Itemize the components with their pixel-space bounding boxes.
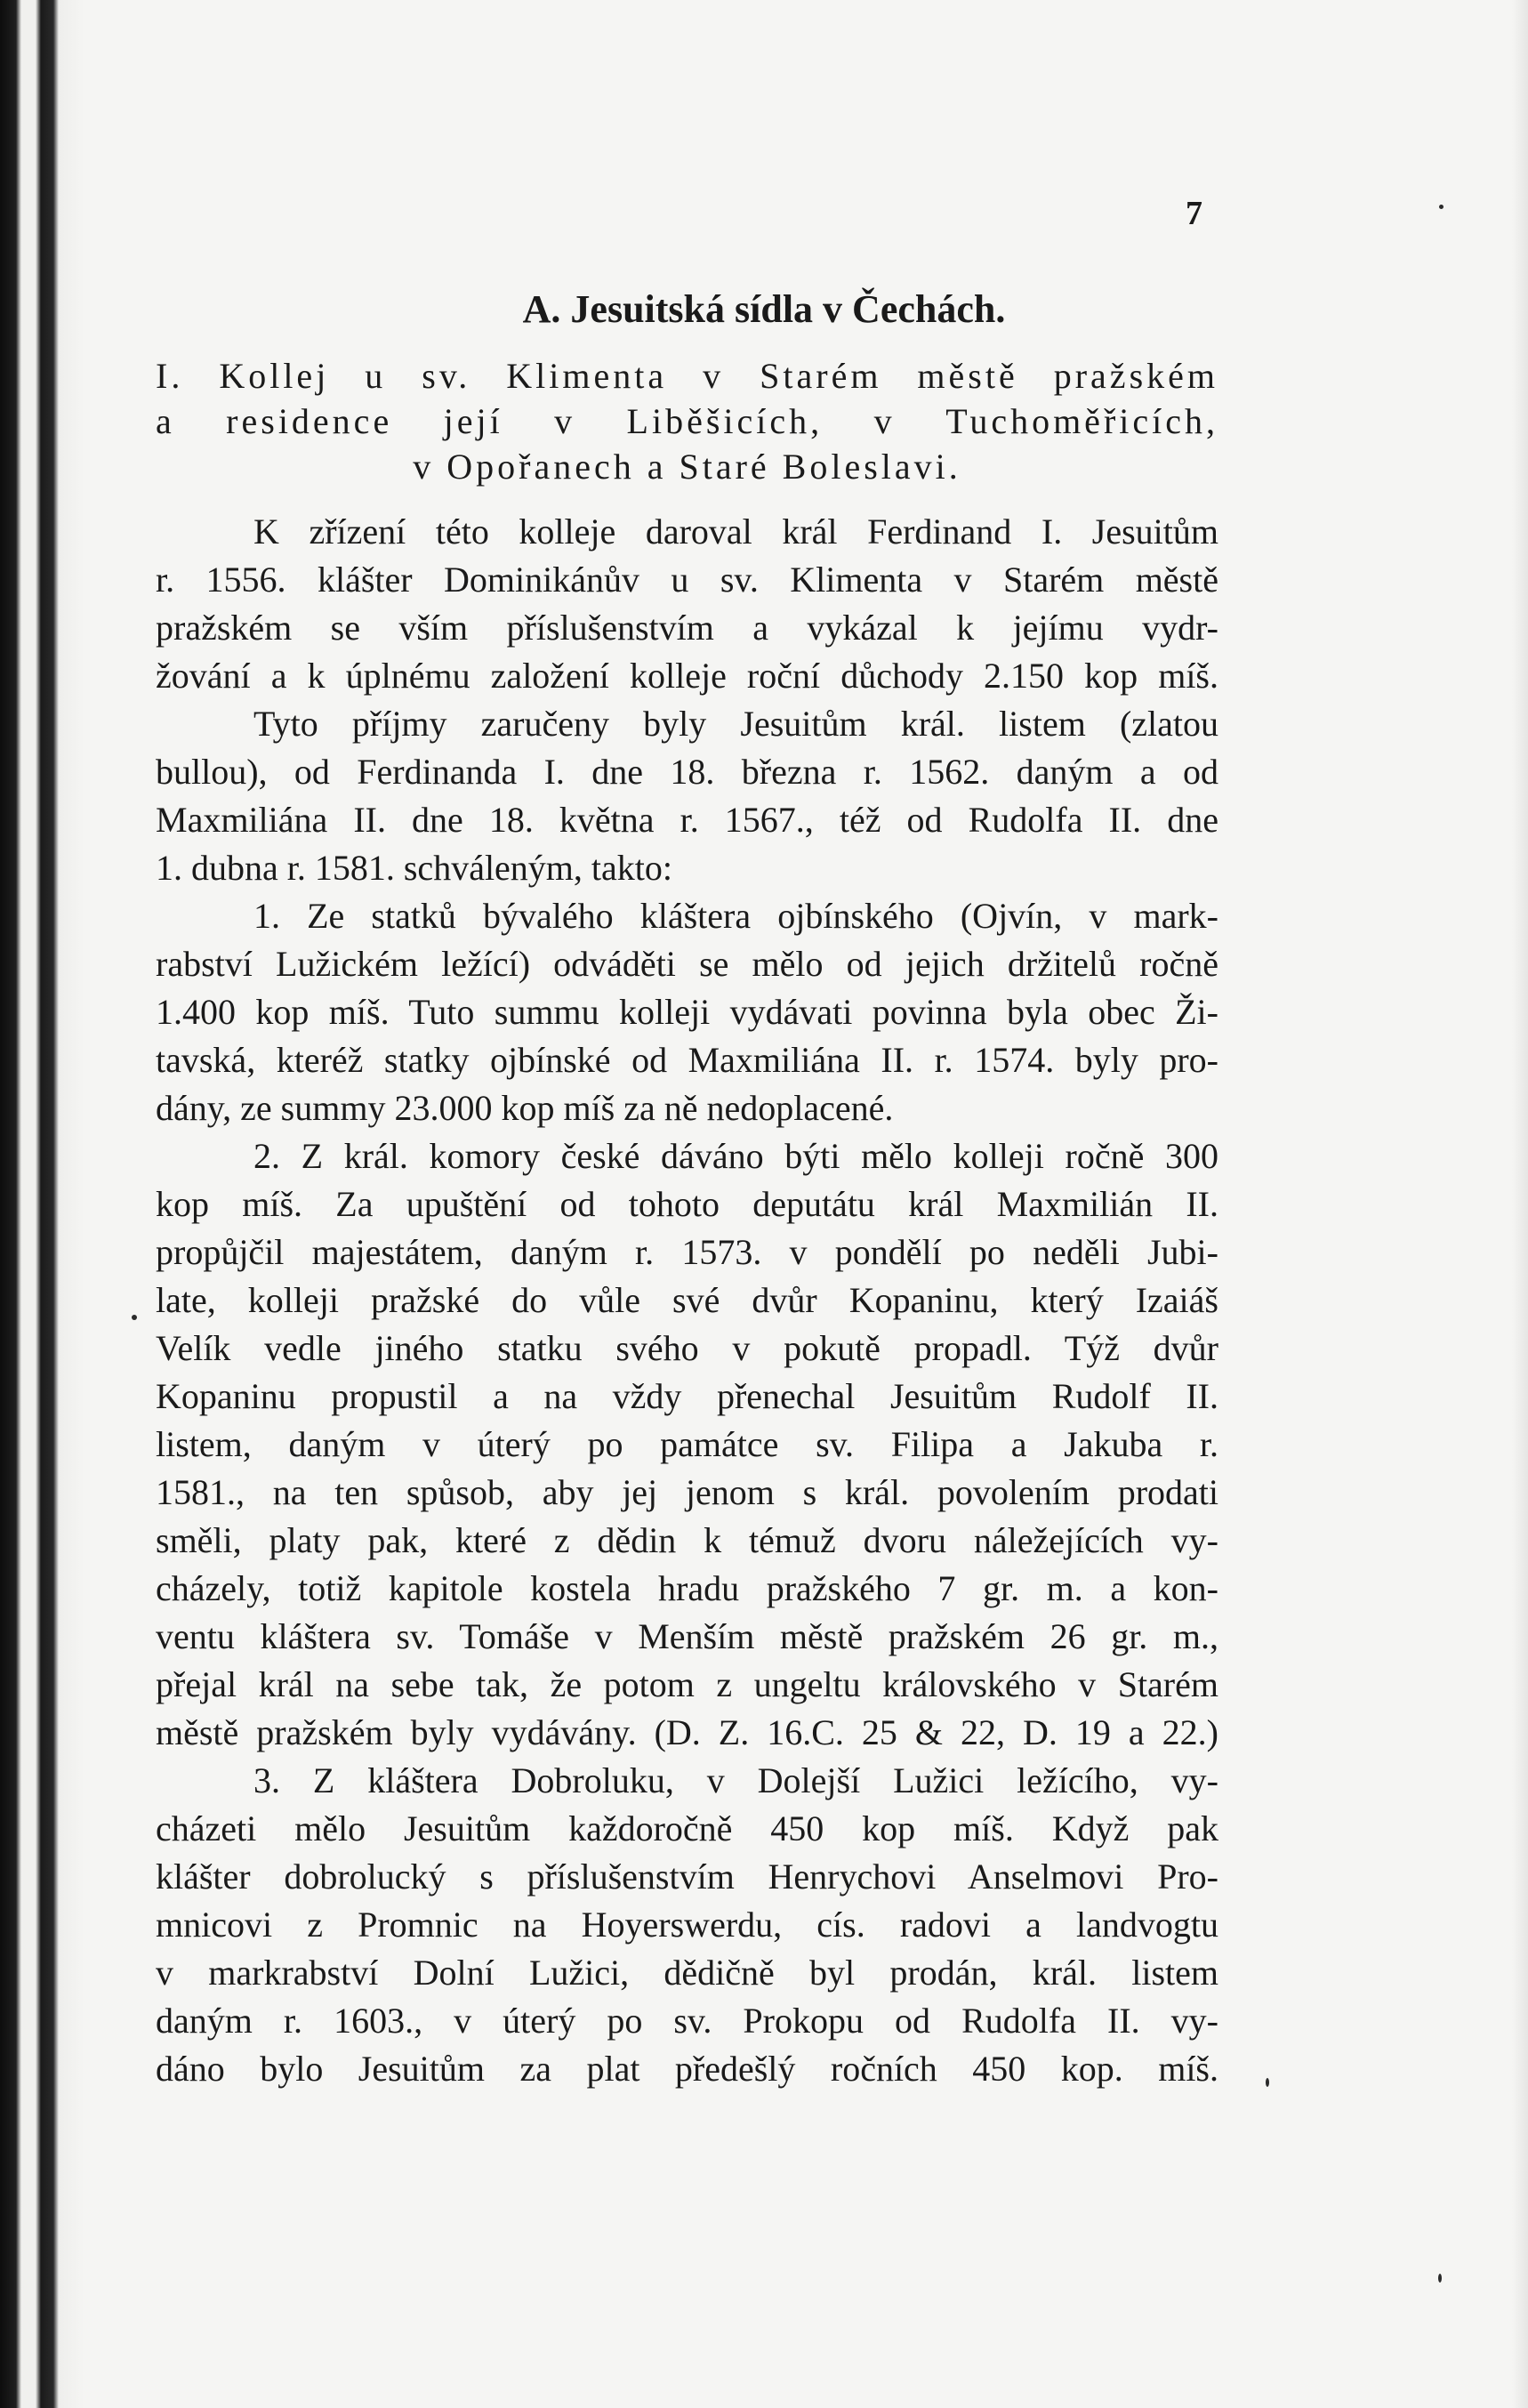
text-line: a residence její v Liběšicích, v Tuchoměřicích, xyxy=(156,401,1218,441)
scan-speck xyxy=(1438,2274,1442,2283)
text-line: žování a k úplnému založení kolleje roční důchody 2.150 kop míš. xyxy=(156,656,1218,696)
text-line: Maxmiliána II. dne 18. května r. 1567., též od Rudolfa II. dne xyxy=(156,800,1218,840)
text-line: 2. Z král. komory české dáváno býti mělo kolleji ročně 300 xyxy=(253,1136,1218,1176)
text-line: 3. Z kláštera Dobroluku, v Dolejší Lužici ležícího, vy- xyxy=(253,1760,1218,1800)
scan-speck xyxy=(1439,205,1444,209)
text-line: cházeti mělo Jesuitům každoročně 450 kop míš. Když pak xyxy=(156,1808,1218,1848)
text-line: Kopaninu propustil a na vždy přenechal Jesuitům Rudolf II. xyxy=(156,1376,1218,1416)
text-line: městě pražském byly vydávány. (D. Z. 16.C. 25 & 22, D. 19 a 22.) xyxy=(156,1712,1218,1752)
text-line: 1581., na ten spůsob, aby jej jenom s král. povolením prodati xyxy=(156,1472,1218,1512)
text-line: 1. Ze statků bývalého kláštera ojbínského (Ojvín, v mark- xyxy=(253,896,1218,936)
scan-right-edge xyxy=(1512,0,1528,2408)
text-line: přejal král na sebe tak, že potom z ungeltu královského v Starém xyxy=(156,1664,1218,1704)
text-line: propůjčil majestátem, daným r. 1573. v pondělí po neděli Jubi- xyxy=(156,1232,1218,1272)
text-line: dáno bylo Jesuitům za plat předešlý ročních 450 kop. míš. xyxy=(156,2049,1218,2089)
text-line: rabství Lužickém ležící) odváděti se mělo od jejich držitelů ročně xyxy=(156,944,1218,984)
text-line: Tyto příjmy zaručeny byly Jesuitům král. listem (zlatou xyxy=(253,704,1218,744)
text-line: r. 1556. klášter Dominikánův u sv. Klimenta v Starém městě xyxy=(156,560,1218,600)
page-heading: A. Jesuitská sídla v Čechách. xyxy=(522,287,1006,331)
text-line: v Opořanech a Staré Boleslavi. xyxy=(413,447,961,487)
text-line: daným r. 1603., v úterý po sv. Prokopu od Rudolfa II. vy- xyxy=(156,2001,1218,2041)
text-line: kop míš. Za upuštění od tohoto deputátu král Maxmilián II. xyxy=(156,1184,1218,1224)
text-line: ventu kláštera sv. Tomáše v Menším městě pražském 26 gr. m., xyxy=(156,1616,1218,1656)
text-line: v markrabství Dolní Lužici, dědičně byl prodán, král. listem xyxy=(156,1953,1218,1993)
text-line: klášter dobrolucký s příslušenstvím Henrychovi Anselmovi Pro- xyxy=(156,1856,1218,1897)
text-line: dány, ze summy 23.000 kop míš za ně nedoplacené. xyxy=(156,1088,894,1128)
text-line: 1. dubna r. 1581. schváleným, takto: xyxy=(156,848,673,888)
text-line: 1.400 kop míš. Tuto summu kolleji vydávati povinna byla obec Ži- xyxy=(156,992,1218,1032)
text-line: Velík vedle jiného statku svého v pokutě propadl. Týž dvůr xyxy=(156,1328,1218,1368)
scan-speck xyxy=(1266,2078,1269,2087)
text-line: cházely, totiž kapitole kostela hradu pražského 7 gr. m. a kon- xyxy=(156,1568,1218,1608)
text-line: směli, platy pak, které z dědin k témuž dvoru náležejících vy- xyxy=(156,1520,1218,1560)
text-line: late, kolleji pražské do vůle své dvůr Kopaninu, který Izaiáš xyxy=(156,1280,1218,1320)
text-line: pražském se vším příslušenstvím a vykázal k jejímu vydr- xyxy=(156,608,1218,648)
page-number: 7 xyxy=(1186,195,1202,232)
text-line: bullou), od Ferdinanda I. dne 18. března r. 1562. daným a od xyxy=(156,752,1218,792)
book-binding-edge xyxy=(0,0,84,2408)
text-line: listem, daným v úterý po památce sv. Filipa a Jakuba r. xyxy=(156,1424,1218,1464)
text-line: I. Kollej u sv. Klimenta v Starém městě pražském xyxy=(156,356,1218,396)
text-line: tavská, kteréž statky ojbínské od Maxmiliána II. r. 1574. byly pro- xyxy=(156,1040,1218,1080)
scan-speck xyxy=(132,1315,137,1320)
text-line: mnicovi z Promnic na Hoyerswerdu, cís. radovi a landvogtu xyxy=(156,1905,1218,1945)
text-line: K zřízení této kolleje daroval král Ferdinand I. Jesuitům xyxy=(253,511,1218,552)
